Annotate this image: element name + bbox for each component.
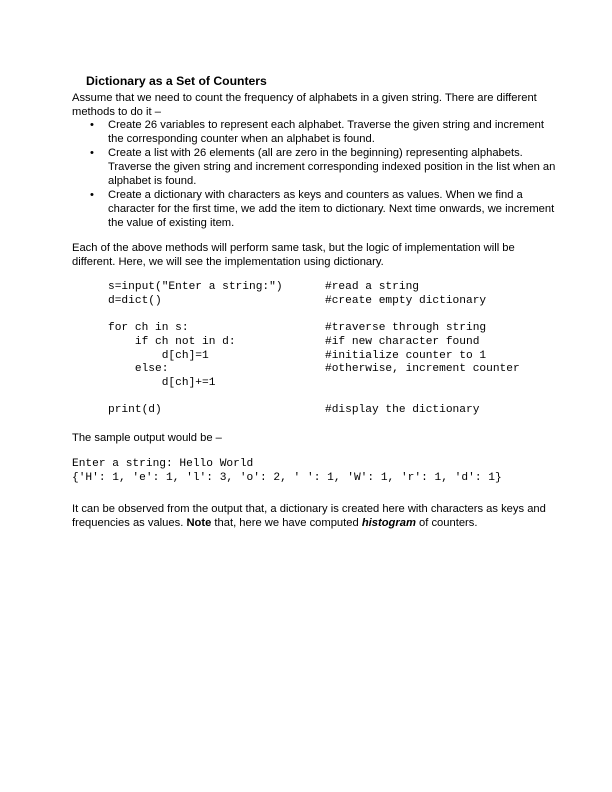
method-text: Create 26 variables to represent each alphabet. Traverse the given string and increment the corresponding counter when an alphabet is found. xyxy=(108,119,544,145)
code-comment: #display the dictionary xyxy=(325,404,480,416)
code-comment: #traverse through string xyxy=(325,322,487,334)
methods-list xyxy=(90,118,560,230)
code-comment: #otherwise, increment counter xyxy=(325,363,520,375)
section-title: Dictionary as a Set of Counters xyxy=(86,74,267,88)
output-line: Enter a string: Hello World xyxy=(72,458,254,470)
conclusion-text: It can be observed from the output that, a dictionary is created here with characters as keys and frequencies as values. xyxy=(72,503,546,529)
list-item xyxy=(90,188,560,230)
intro-paragraph: Assume that we need to count the frequency of alphabets in a given string. There are different methods to do it – xyxy=(72,92,537,118)
code-line: print(d) xyxy=(108,404,162,416)
output-label: The sample output would be – xyxy=(72,432,222,444)
summary-paragraph: Each of the above methods will perform same task, but the logic of implementation will be different. Here, we will see the implementation using dictionary. xyxy=(72,242,515,268)
code-comment: #initialize counter to 1 xyxy=(325,350,487,362)
list-item xyxy=(90,118,560,146)
bullet-icon: • xyxy=(90,119,94,131)
code-line: d=dict() xyxy=(108,295,162,307)
method-text: Create a dictionary with characters as keys and counters as values. When we find a character for the first time, we add the item to dictionary. Next time onwards, we increment the value of existing item. xyxy=(108,189,555,229)
conclusion-text: that, here we have computed xyxy=(211,517,362,529)
output-line: {'H': 1, 'e': 1, 'l': 3, 'o': 2, ' ': 1, 'W': 1, 'r': 1, 'd': 1} xyxy=(72,472,502,484)
code-line: for ch in s: xyxy=(108,322,189,334)
bullet-icon: • xyxy=(90,189,94,201)
conclusion-paragraph xyxy=(72,502,554,530)
bullet-icon: • xyxy=(90,147,94,159)
conclusion-text: of counters. xyxy=(415,517,478,529)
code-line: if ch not in d: xyxy=(108,336,236,348)
code-comment: #read a string xyxy=(325,281,419,293)
code-line: else: xyxy=(108,363,169,375)
method-text: Create a list with 26 elements (all are zero in the beginning) representing alphabets. Traverse the given string and increment corresponding indexed position in the list when an alphabet is found. xyxy=(108,147,556,187)
code-line: d[ch]=1 xyxy=(108,350,209,362)
code-line: d[ch]+=1 xyxy=(108,377,216,389)
code-comment: #if new character found xyxy=(325,336,480,348)
code-comment: #create empty dictionary xyxy=(325,295,487,307)
histogram-term: histogram xyxy=(361,517,416,529)
list-item xyxy=(90,146,560,188)
code-line: s=input("Enter a string:") xyxy=(108,281,283,293)
note-label: Note xyxy=(186,517,212,529)
